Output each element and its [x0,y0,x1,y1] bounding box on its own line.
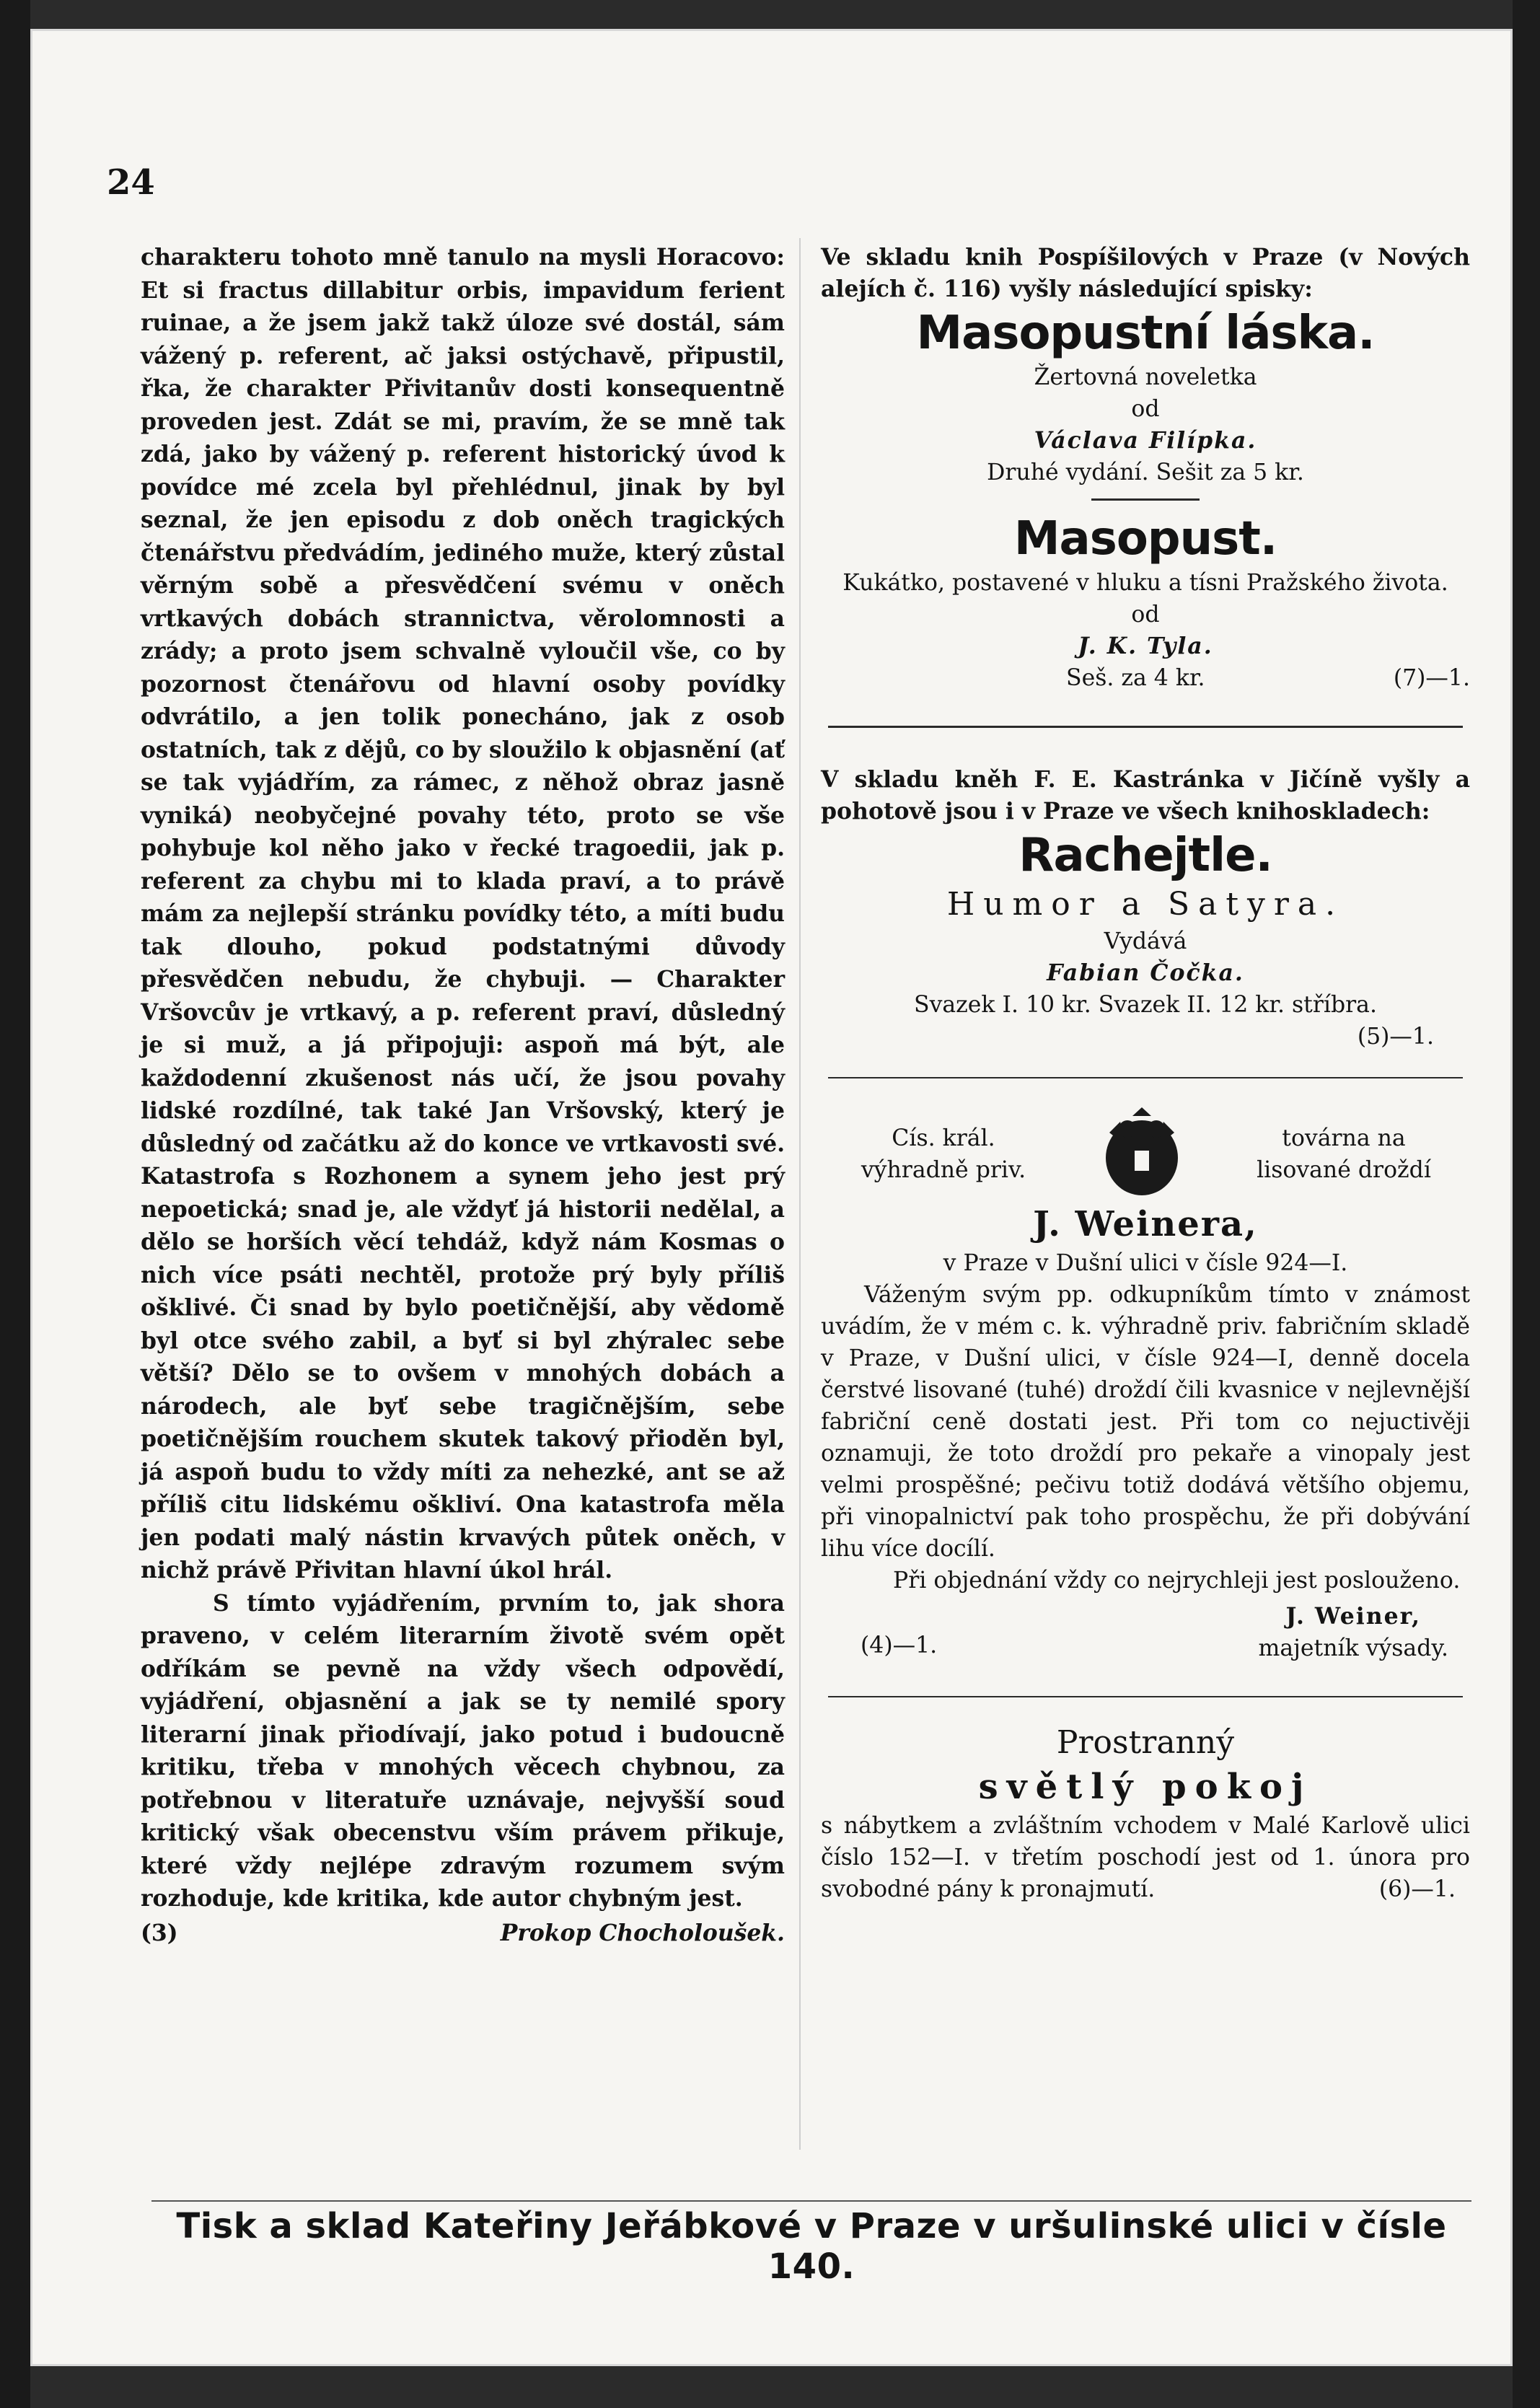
ad2-intro: V skladu kněh F. E. Kastránka v Jičíně vyšly a pohotově jsou i v Praze ve všech knihoskladech: [821,766,1470,825]
ad1-price: Seš. za 4 kr. [1066,665,1205,691]
footer-rule [151,2200,1471,2202]
ad1-author2: J. K. Tyla. [1078,633,1213,659]
ad3-header [821,1107,1470,1201]
ad2-price: Svazek I. 10 kr. Svazek II. 12 kr. stříbra. [914,992,1377,1018]
letter-signature [141,1917,785,1951]
ad2-number: (5)—1. [1357,1024,1434,1050]
ad3-number: (4)—1. [861,1633,938,1658]
ad-kastranek [821,764,1470,1053]
ad1-od1: od [1131,396,1160,422]
column-divider [799,238,801,2150]
ad1-title2: Masopust. [1013,512,1277,566]
ad-weiner [821,1107,1470,1664]
letter-paragraph-2: S tímto vyjádřením, prvním to, jak shora praveno, v celém literarním životě svém opět odříkám se pevně na vždy všech odpovědí, vyjádření, objasnění a jak se ty nemilé spory literarní jinak přiodívají, jako potud i budoucně kritiku, třeba v mnohých věcech chybnou, za potřebnou v literatuře uznávaje, nejvyšší soud kritický však obecenstvu vším právem přikuje, které vždy nejlépe zdravým rozumem svým rozhoduje, kde kritika, kde autor chybným jest. [141,1590,785,1912]
ad2-title: Rachejtle. [1018,829,1272,882]
double-headed-eagle-icon [1095,1107,1189,1201]
ad3-address: v Praze v Dušní ulici v čísle 924—I. [943,1250,1348,1276]
ad3-name: J. Weinera, [1033,1204,1258,1244]
letter-column [141,242,785,1950]
ad1-sub1: Žertovná noveletka [1034,364,1257,390]
rule [828,1077,1463,1078]
scan-edge-left [0,0,30,2408]
ad1-price-row [821,662,1470,694]
printer-imprint: Tisk a sklad Kateřiny Jeřábkové v Praze v uršulinské ulici v čísle 140. [176,2206,1447,2287]
ad1-number: (7)—1. [1393,665,1470,691]
ad1-od2: od [1131,602,1160,628]
ad3-body: Váženým svým pp. odkupníkům tímto v známost uvádím, že v mém c. k. výhradně priv. fabričním skladě v Praze, v Dušní ulici, v čísle 924—I, denně docela čerstvé lisované (tuhé) droždí čili kvasnice v nejlevnější fabriční ceně dostati jest. Při tom co nejuctivěji oznamuji, že toto droždí pro pekaře a vinopaly jest velmi prospěšné; pečivu totiž dodává většího objemu, při vinopalnictví pak toho prospěchu, že při dobývání lihu více docílí. [821,1282,1470,1562]
short-rule [1091,498,1200,501]
page-number: 24 [107,162,155,203]
ad-room [821,1722,1470,1905]
ad4-number: (6)—1. [1378,1876,1456,1902]
ad3-signature [821,1596,1470,1664]
ad3-left-badge: Cís. král. výhradně priv. [861,1125,1026,1183]
rule [828,726,1463,728]
ad2-subtitle: Humor a Satyra. [946,886,1345,923]
advertisement-column [821,242,1470,1905]
ad4-body: s nábytkem a zvláštním vchodem v Malé Karlově ulici číslo 152—I. v třetím poschodí jest od 1. února pro svobodné pány k pronajmutí. [821,1813,1470,1902]
ad3-sig-name: J. Weiner, [1285,1603,1421,1630]
ad-pospisil [821,242,1470,694]
ad1-title1: Masopustní láska. [916,307,1375,360]
ad3-signatory [1258,1601,1448,1664]
ad1-edition: Druhé vydání. Sešit za 5 kr. [987,460,1304,485]
signature-number: (3) [141,1920,178,1946]
ad3-body2: Při objednání vždy co nejrychleji jest poslouženo. [893,1568,1461,1594]
ad2-author: Fabian Čočka. [1047,959,1244,986]
ad3-right-badge: továrna na lisované droždí [1257,1125,1431,1183]
ad1-sub2: Kukátko, postavené v hluku a tísni Pražského života. [842,570,1448,596]
ad4-line1: Prostranný [1056,1724,1235,1761]
ad4-line2: světlý pokoj [978,1767,1313,1807]
letter-paragraph-1: charakteru tohoto mně tanulo na mysli Horacovo: Et si fractus dillabitur orbis, impavidum ferient ruinae, a že jsem jakž takž úloze své dostál, sám vážený p. referent, ač jaksi ostýchavě, připustil, řka, že charakter Přivitanův dosti konsequentně proveden jest. Zdát se mi, pravím, že se mně tak zdá, jako by vážený p. referent historický úvod k povídce mé zcela byl přehlédnul, jinak by byl seznal, že jen episodu z dob oněch tragických čtenářstvu předvádím, jediného muže, který zůstal věrným sobě a přesvědčení svému v oněch vrtkavých dobách strannictva, věrolomnosti a zrády; a proto jsem schvalně vyloučil vše, co by pozornost čtenářovu od hlavní osoby povídky odvrátilo, a jen tolik ponecháno, jak z osob ostatních, tak z dějů, co by sloužilo k objasnění (ať se tak vyjádřím, za rámec, z něhož obraz jasně vyniká) neobyčejné povahy této, proto se vše pohybuje kol něho jako v řecké tragoedii, jak p. referent za chybu mi to klada praví, a to právě mám za nejlepší stránku povídky této, a míti budu tak dlouho, pokud podstatnými důvody přesvědčen nebudu, že chybuji. — Charakter Vršovcův je vrtkavý, a p. referent praví, důsledný je si muž, a já připojuji: aspoň má být, ale každodenní zkušenost nás učí, že jsou povahy lidské rozdílné, tak také Jan Vršovský, který je důsledný od začátku až do konce ve vrtkavosti své. Katastrofa s Rozhonem a synem jeho jest prý nepoetická; snad je, ale vždyť já historii nedělal, a dělo se horších věcí tehdáž, když nám Kosmas o nich více psáti nechtěl, protože prý byly příliš ošklivé. Či snad by bylo poetičnější, aby vědomě byl otce svého zabil, a byť si byl zhýralec sebe větší? Dělo se to ovšem v mnohých dobách a národech, ale byť sebe tragičnějším, sebe poetičnějším rouchem skutek takový přioděn byl, já aspoň budu to vždy míti za nehezké, ant se až příliš citu lidskému oškliví. Ona katastrofa měla jen podati malý nástin krvavých půtek oněch, v nichž právě Přivitan hlavní úkol hrál. [141,245,785,1583]
ad1-author1: Václava Filípka. [1034,427,1257,454]
rule [828,1696,1463,1697]
ad1-intro: Ve skladu knih Pospíšilových v Praze (v Nových alejích č. 116) vyšly následující spisky: [821,244,1470,302]
ad2-vydava: Vydává [1104,928,1187,954]
ad3-sig-title: majetník výsady. [1258,1635,1448,1661]
signature-name: Prokop Chocholoušek. [500,1920,785,1946]
scan-edge-right [1513,0,1540,2408]
